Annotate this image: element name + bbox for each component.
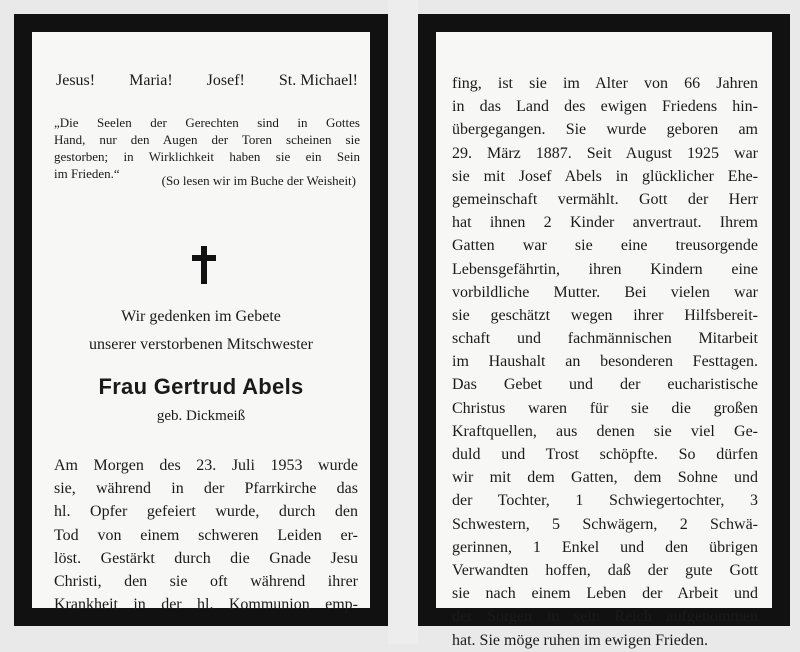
memorial-line-2: unserer verstorbenen Mitschwester: [89, 336, 313, 353]
maiden-name: geb. Dickmeiß: [156, 408, 246, 424]
body-line: Tod von einem schweren Leiden er-: [54, 526, 358, 544]
body-line: Am Morgen des 23. Juli 1953 wurde: [54, 457, 358, 474]
body-line: hat ihnen 2 Kinder anvertraut. Ihrem: [452, 214, 758, 232]
scripture-quote: [54, 114, 360, 182]
body-line: schaft und fachmännischen Mitarbeit: [452, 330, 758, 348]
left-page: [32, 32, 370, 614]
body-line: Schwestern, 5 Schwägern, 2 Schwä-: [452, 515, 758, 533]
left-body-text: [54, 454, 358, 616]
body-line: gerinnen, 1 Enkel und den übrigen: [452, 538, 758, 556]
cross-icon: [192, 246, 216, 284]
memorial-line-1: Wir gedenken im Gebete: [121, 308, 281, 325]
body-line: in das Land des ewigen Friedens hin-: [452, 98, 758, 116]
body-line: löst. Gestärkt durch die Gnade Jesu: [54, 549, 358, 567]
body-line: Gatten war sie eine treusorgende: [452, 237, 758, 255]
invocation-josef: Josef!: [206, 72, 245, 89]
left-page-border: [14, 14, 388, 626]
body-line: sie, während in der Pfarrkirche das: [54, 480, 358, 498]
invocation-michael: St. Michael!: [278, 72, 358, 89]
body-line: Christi, den sie oft während ihrer: [54, 572, 358, 590]
quote-line: gestorben; in Wirklichkeit haben sie ein Sein: [54, 149, 360, 164]
body-line: Verwandten hoffen, daß der gute Gott: [452, 561, 758, 579]
body-line: duld und Trost schöpfte. So dürfen: [452, 446, 758, 463]
body-line: sie geschätzt wegen ihrer Hilfsbereit-: [452, 306, 758, 324]
body-line: gemeinschaft vermählt. Gott der Herr: [452, 190, 758, 208]
body-line: der Sorgen in sein Reich aufgenommen: [452, 608, 758, 626]
body-line: Krankheit in der hl. Kommunion emp-: [54, 596, 358, 614]
right-page: [436, 32, 772, 649]
invocation-maria: Maria!: [129, 72, 173, 89]
right-body-text: [452, 72, 758, 652]
card-gutter: [388, 0, 418, 644]
body-line: 29. März 1887. Seit August 1925 war: [452, 144, 758, 162]
invocation-jesus: Jesus!: [56, 72, 96, 89]
body-line: hl. Opfer gefeiert wurde, durch den: [54, 503, 358, 521]
body-line: der Tochter, 1 Schwiegertochter, 3: [452, 492, 758, 510]
body-line: sie mit Josef Abels in glücklicher Ehe-: [452, 167, 758, 185]
body-line: Lebensgefährtin, ihren Kindern eine: [452, 260, 758, 278]
right-page-border: [418, 14, 790, 649]
quote-source: (So lesen wir im Buche der Weisheit): [161, 173, 356, 188]
body-line: Das Gebet und der eucharistische: [452, 376, 758, 394]
body-line: im Haushalt an besonderen Festtagen.: [452, 353, 758, 371]
body-line: sie nach einem Leben der Arbeit und: [452, 585, 758, 603]
quote-line: Hand, nur den Augen der Toren scheinen sie: [54, 132, 360, 147]
body-line: wir mit dem Gatten, dem Sohne und: [452, 469, 758, 487]
body-line: Kraftquellen, aus denen sie viel Ge-: [452, 422, 758, 440]
quote-line: im Frieden.“: [54, 166, 120, 181]
body-line: fing, ist sie im Alter von 66 Jahren: [452, 75, 758, 92]
deceased-name: Frau Gertrud Abels: [98, 374, 304, 399]
body-line: Christus waren für sie die großen: [452, 399, 758, 417]
body-line: hat. Sie möge ruhen im ewigen Frieden.: [452, 631, 708, 649]
invocation-line: [56, 72, 358, 90]
body-line: vorbildliche Mutter. Bei vielen war: [452, 283, 758, 301]
quote-line: „Die Seelen der Gerechten sind in Gottes: [54, 115, 360, 130]
body-line: übergegangen. Sie wurde geboren am: [452, 121, 758, 139]
